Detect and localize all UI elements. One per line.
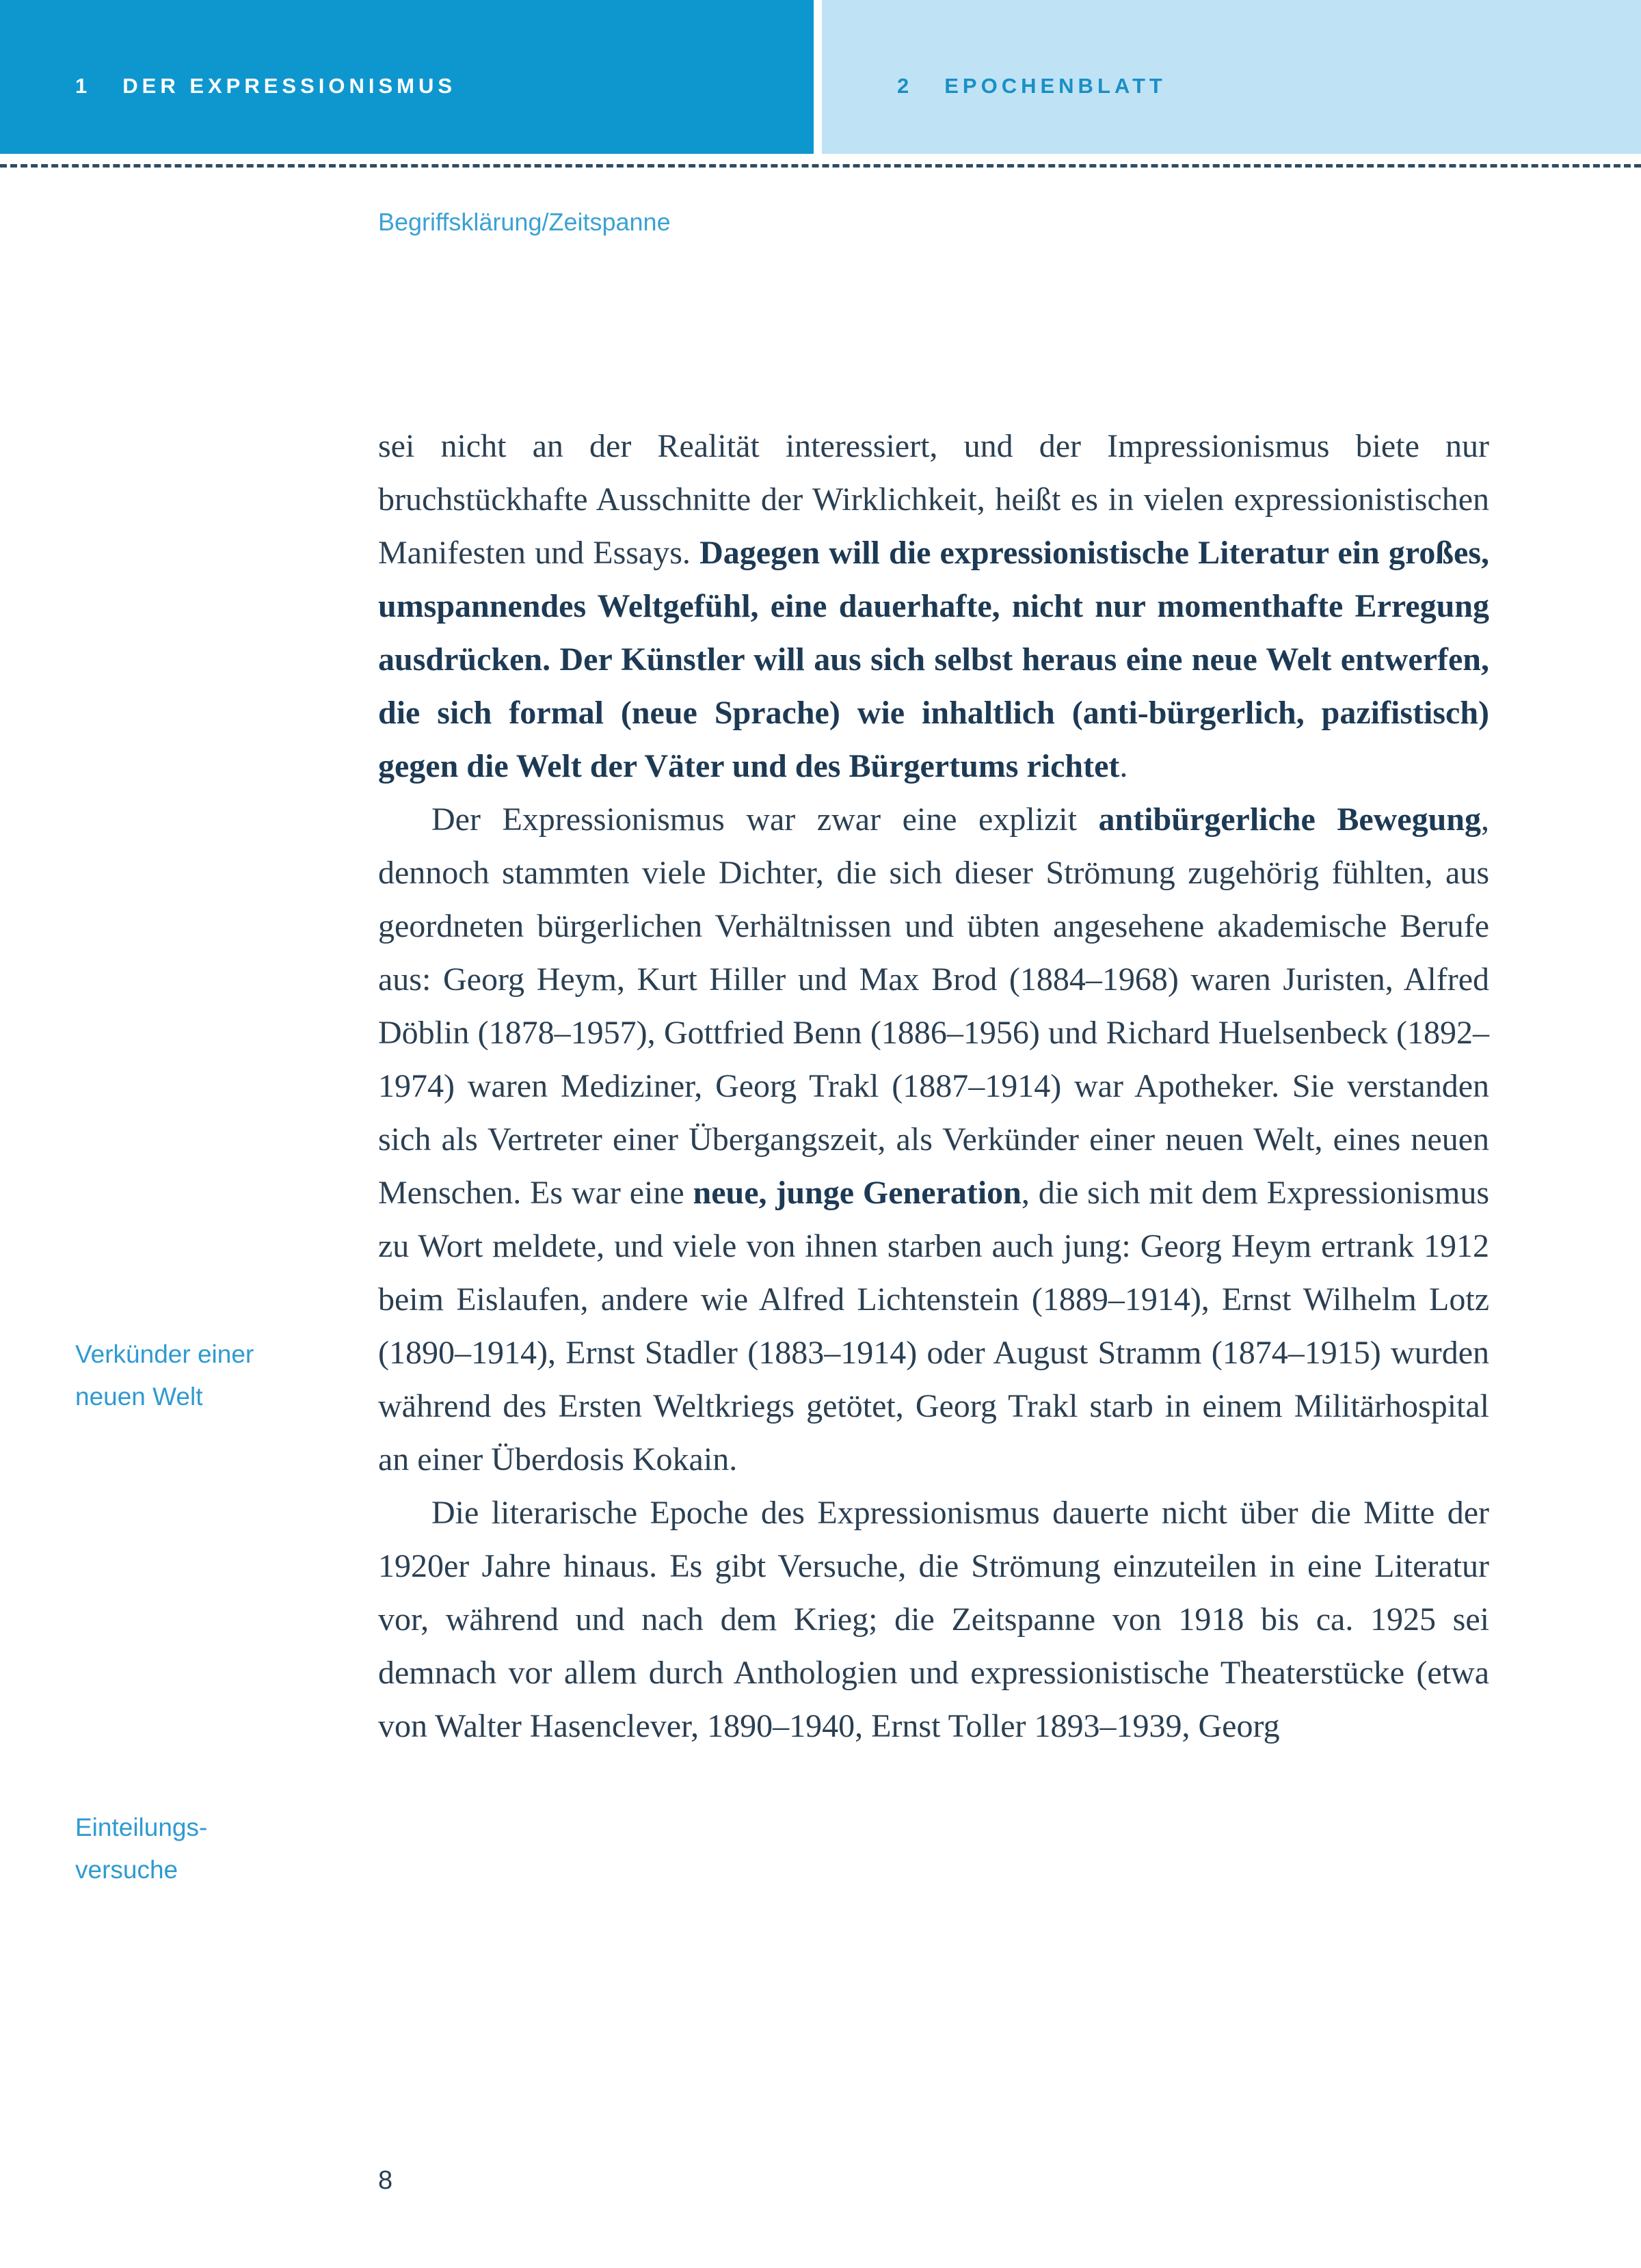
section-tab-label	[897, 74, 1166, 98]
bold-run: antibürgerliche Bewegung	[1098, 801, 1481, 838]
bold-run: Dagegen will die expressionistische Literatur ein großes, umspannendes Weltgefühl, eine dauerhafte, nicht nur momenthafte Erregung ausdrücken. Der Künstler will aus sich selbst heraus eine neue Welt entwerfen, die sich formal (neue Sprache) wie inhaltlich (anti-bürgerlich, pazifistisch) gegen die Welt der Väter und des Bürgertums richtet	[378, 535, 1489, 784]
chapter-title: DER EXPRESSIONISMUS	[122, 74, 457, 98]
text-run: , dennoch stammten viele Dichter, die sich dieser Strömung zugehörig fühlten, aus geordneten bürgerlichen Verhältnissen und übten angesehene akademische Berufe aus: Georg Heym, Kurt Hiller und Max Brod (1884–1968) waren Juristen, Alfred Döblin (1878–1957), Gottfried Benn (1886–1956) und Richard Huelsenbeck (1892–1974) waren Mediziner, Georg Trakl (1887–1914) war Apotheker. Sie verstanden sich als Vertreter einer Übergangszeit, als Verkünder einer neuen Welt, eines neuen Menschen. Es war eine	[378, 801, 1489, 1211]
page-number: 8	[378, 2166, 393, 2195]
margin-note-line: neuen Welt	[75, 1383, 203, 1411]
chapter-number: 1	[75, 74, 92, 98]
section-number: 2	[897, 74, 913, 98]
text-run: sei nicht an der Realität interessiert, und der Impressionismus biete nur bruchstückhafte Ausschnitte der Wirklichkeit, heißt es in vielen expressionistischen Manifesten und Essays.	[378, 428, 1489, 571]
paragraph	[378, 1486, 1489, 1753]
page-header	[0, 0, 1641, 154]
text-run: Der Expressionismus war zwar eine explizit	[431, 801, 1099, 838]
body-text	[378, 420, 1489, 1753]
margin-note-line: Verkünder einer	[75, 1340, 254, 1368]
margin-note-line: versuche	[75, 1856, 178, 1884]
margin-note-line: Einteilungs-	[75, 1813, 208, 1841]
chapter-tab-active	[0, 0, 814, 154]
paragraph	[378, 793, 1489, 1486]
margin-note-verkuender	[75, 1333, 321, 1418]
text-run: .	[1119, 748, 1128, 784]
chapter-tab-label	[75, 74, 456, 98]
header-dashed-divider	[0, 164, 1641, 168]
chapter-tab-next	[822, 0, 1641, 154]
bold-run: neue, junge Generation	[693, 1175, 1022, 1211]
section-title: EPOCHENBLATT	[944, 74, 1166, 98]
running-section-label: Begriffsklärung/Zeitspanne	[378, 208, 671, 236]
margin-note-einteilung	[75, 1806, 321, 1891]
text-run: Die literarische Epoche des Expressionismus dauerte nicht über die Mitte der 1920er Jahre hinaus. Es gibt Versuche, die Strömung einzuteilen in eine Literatur vor, während und nach dem Krieg; die Zeitspanne von 1918 bis ca. 1925 sei demnach vor allem durch Anthologien und expressionistische Theaterstücke (etwa von Walter Hasenclever, 1890–1940, Ernst Toller 1893–1939, Georg	[378, 1495, 1489, 1744]
paragraph	[378, 420, 1489, 793]
text-run: , die sich mit dem Expressionismus zu Wort meldete, und viele von ihnen starben auch jung: Georg Heym ertrank 1912 beim Eislaufen, andere wie Alfred Lichtenstein (1889–1914), Ernst Wilhelm Lotz (1890–1914), Ernst Stadler (1883–1914) oder August Stramm (1874–1915) wurden während des Ersten Weltkriegs getötet, Georg Trakl starb in einem Militärhospital an einer Überdosis Kokain.	[378, 1175, 1490, 1478]
